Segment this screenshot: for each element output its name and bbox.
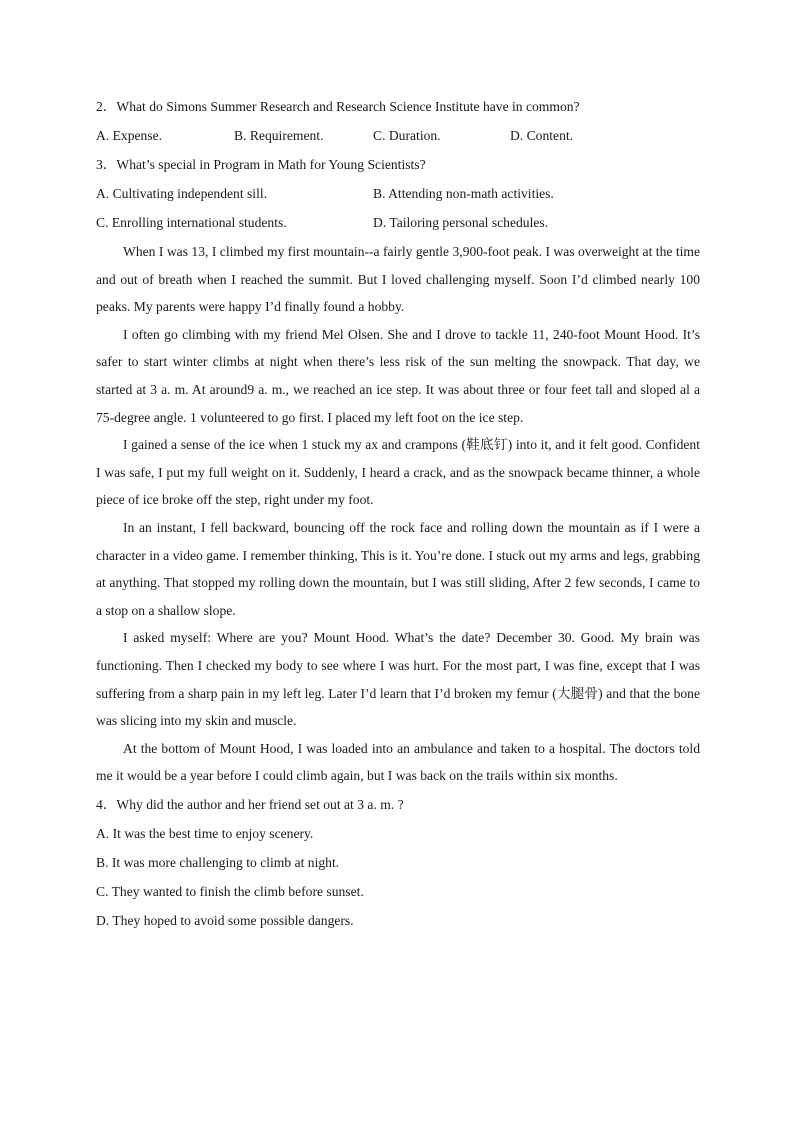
document-page: [96, 92, 700, 935]
question-2-stem: 2．What do Simons Summer Research and Research Science Institute have in common?: [96, 99, 580, 114]
q3-option-b: B. Attending non-math activities.: [373, 186, 554, 201]
q4-option-c: C. They wanted to finish the climb before sunset.: [96, 883, 364, 899]
question-3-options-row2: [96, 208, 700, 237]
passage-paragraph-3: I gained a sense of the ice when 1 stuck my ax and crampons (鞋底钉) into it, and it felt good. Confident I was safe, I put my full weight on it. Suddenly, I heard a crack, and as the snowpack became thinner, a whole piece of ice broke off the step, right under my foot.: [96, 437, 700, 508]
q3-option-c: C. Enrolling international students.: [96, 215, 287, 230]
question-3-options-row1: [96, 179, 700, 208]
question-2-options: [96, 121, 700, 150]
passage-paragraph-4: In an instant, I fell backward, bouncing off the rock face and rolling down the mountain as if I were a character in a video game. I remember thinking, This is it. You’re done. I stuck out my arms and legs, grabbing at anything. That stopped my rolling down the mountain, but I was still sliding, After 2 few seconds, I came to a stop on a shallow slope.: [96, 519, 700, 618]
question-3-stem: 3．What’s special in Program in Math for Young Scientists?: [96, 157, 426, 172]
q3-option-a: A. Cultivating independent sill.: [96, 186, 268, 201]
q2-option-b: B. Requirement.: [234, 128, 324, 143]
passage-paragraph-2: I often go climbing with my friend Mel Olsen. She and I drove to tackle 11, 240-foot Mount Hood. It’s safer to start winter climbs at night when there’s less risk of the sun melting the snowpack. That day, we started at 3 a. m. At around9 a. m., we reached an ice step. It was about three or four feet tall and sloped al a 75-degree angle. 1 volunteered to go first. I placed my left foot on the ice step.: [96, 326, 700, 425]
q2-option-d: D. Content.: [510, 128, 574, 143]
passage-paragraph-6: At the bottom of Mount Hood, I was loaded into an ambulance and taken to a hospital. The doctors told me it would be a year before I could climb again, but I was back on the trails within six months.: [96, 740, 700, 784]
passage-paragraph-1: When I was 13, I climbed my first mountain--a fairly gentle 3,900-foot peak. I was overweight at the time and out of breath when I reached the summit. But I loved challenging myself. Soon I’d climbed nearly 100 peaks. My parents were happy I’d finally found a hobby.: [96, 244, 700, 315]
q3-option-d: D. Tailoring personal schedules.: [373, 215, 549, 230]
q2-option-a: A. Expense.: [96, 128, 163, 143]
q2-option-c: C. Duration.: [373, 128, 441, 143]
q4-option-a: A. It was the best time to enjoy scenery.: [96, 825, 314, 841]
q4-option-b: B. It was more challenging to climb at night.: [96, 854, 340, 870]
q4-option-d: D. They hoped to avoid some possible dangers.: [96, 912, 354, 928]
question-4-stem: 4．Why did the author and her friend set out at 3 a. m. ?: [96, 796, 404, 812]
passage-paragraph-5: I asked myself: Where are you? Mount Hood. What’s the date? December 30. Good. My brain was functioning. Then I checked my body to see where I was hurt. For the most part, I was fine, except that I was suffering from a sharp pain in my left leg. Later I’d learn that I’d broken my femur (大腿骨) and that the bone was slicing into my skin and muscle.: [96, 630, 700, 729]
